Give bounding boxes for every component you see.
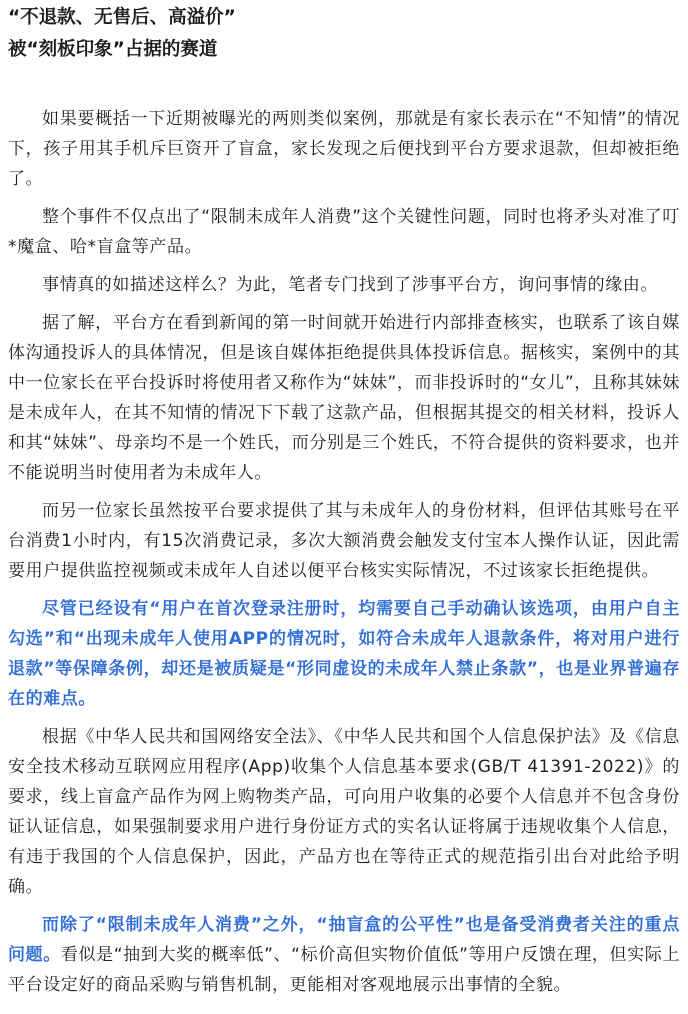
paragraph-text: 而另一位家长虽然按平台要求提供了其与未成年人的身份材料，但评估其账号在平台消费1小时内，有15次消费记录，多次大额消费会触发支付宝本人操作认证，因此需要用户提供监控视频或未成年人自述以便平台核实实际情况，不过该家长拒绝提供。 [8, 501, 680, 581]
article-heading [8, 2, 680, 66]
paragraph-text: 看似是“抽到大奖的概率低”、“标价高但实物价值低”等用户反馈在理，但实际上平台设定好的商品采购与销售机制，更能相对客观地展示出事情的全貌。 [8, 945, 680, 995]
paragraph-8 [8, 910, 680, 1000]
paragraph-2 [8, 202, 680, 262]
highlighted-text: 尽管已经设有“用户在首次登录注册时，均需要自己手动确认该选项，由用户自主勾选”和“出现未成年人使用APP的情况时，如符合未成年人退款条件，将对用户进行退款”等保障条例，却还是被质疑是“形同虚设的未成年人禁止条款”，也是业界普遍存在的难点。 [8, 599, 680, 709]
paragraph-text: 事情真的如描述这样么？为此，笔者专门找到了涉事平台方，询问事情的缘由。 [42, 275, 658, 295]
paragraph-text: 据了解，平台方在看到新闻的第一时间就开始进行内部排查核实，也联系了该自媒体沟通投诉人的具体情况，但是该自媒体拒绝提供具体投诉信息。据核实，案例中的其中一位家长在平台投诉时将使用者又称作为“妹妹”，而非投诉时的“女儿”，且称其妹妹是未成年人，在其不知情的情况下下载了这款产品，但根据其提交的相关材料，投诉人和其“妹妹”、母亲均不是一个姓氏，而分别是三个姓氏，不符合提供的资料要求，也并不能说明当时使用者为未成年人。 [8, 313, 680, 483]
paragraph-text: 如果要概括一下近期被曝光的两则类似案例，那就是有家长表示在“不知情”的情况下，孩子用其手机斥巨资开了盲盒，家长发现之后便找到平台方要求退款，但却被拒绝了。 [8, 109, 680, 189]
paragraph-6-highlighted [8, 594, 680, 714]
heading-line-2: 被“刻板印象”占据的赛道 [8, 39, 218, 60]
paragraph-text: 整个事件不仅点出了“限制未成年人消费”这个关键性问题，同时也将矛头对准了叮*魔盒、哈*盲盒等产品。 [8, 207, 680, 257]
paragraph-5 [8, 496, 680, 586]
heading-line-1: “不退款、无售后、高溢价” [8, 7, 236, 28]
paragraph-4 [8, 308, 680, 488]
paragraph-7 [8, 722, 680, 902]
highlighted-text: 而除了“限制未成年人消费”之外，“抽盲盒的公平性”也是备受消费者关注的重点问题。 [8, 915, 680, 965]
paragraph-text: 根据《中华人民共和国网络安全法》、《中华人民共和国个人信息保护法》及《信息安全技术移动互联网应用程序(App)收集个人信息基本要求(GB/T 41391-2022)》的要求，线上盲盒产品作为网上购物类产品，可向用户收集的必要个人信息并不包含身份证认证信息，如果强制要求用户进行身份证方式的实名认证将属于违规收集个人信息，有违于我国的个人信息保护，因此，产品方也在等待正式的规范指引出台对此给予明确。 [8, 727, 680, 897]
paragraph-3 [8, 270, 680, 300]
paragraph-1 [8, 104, 680, 194]
